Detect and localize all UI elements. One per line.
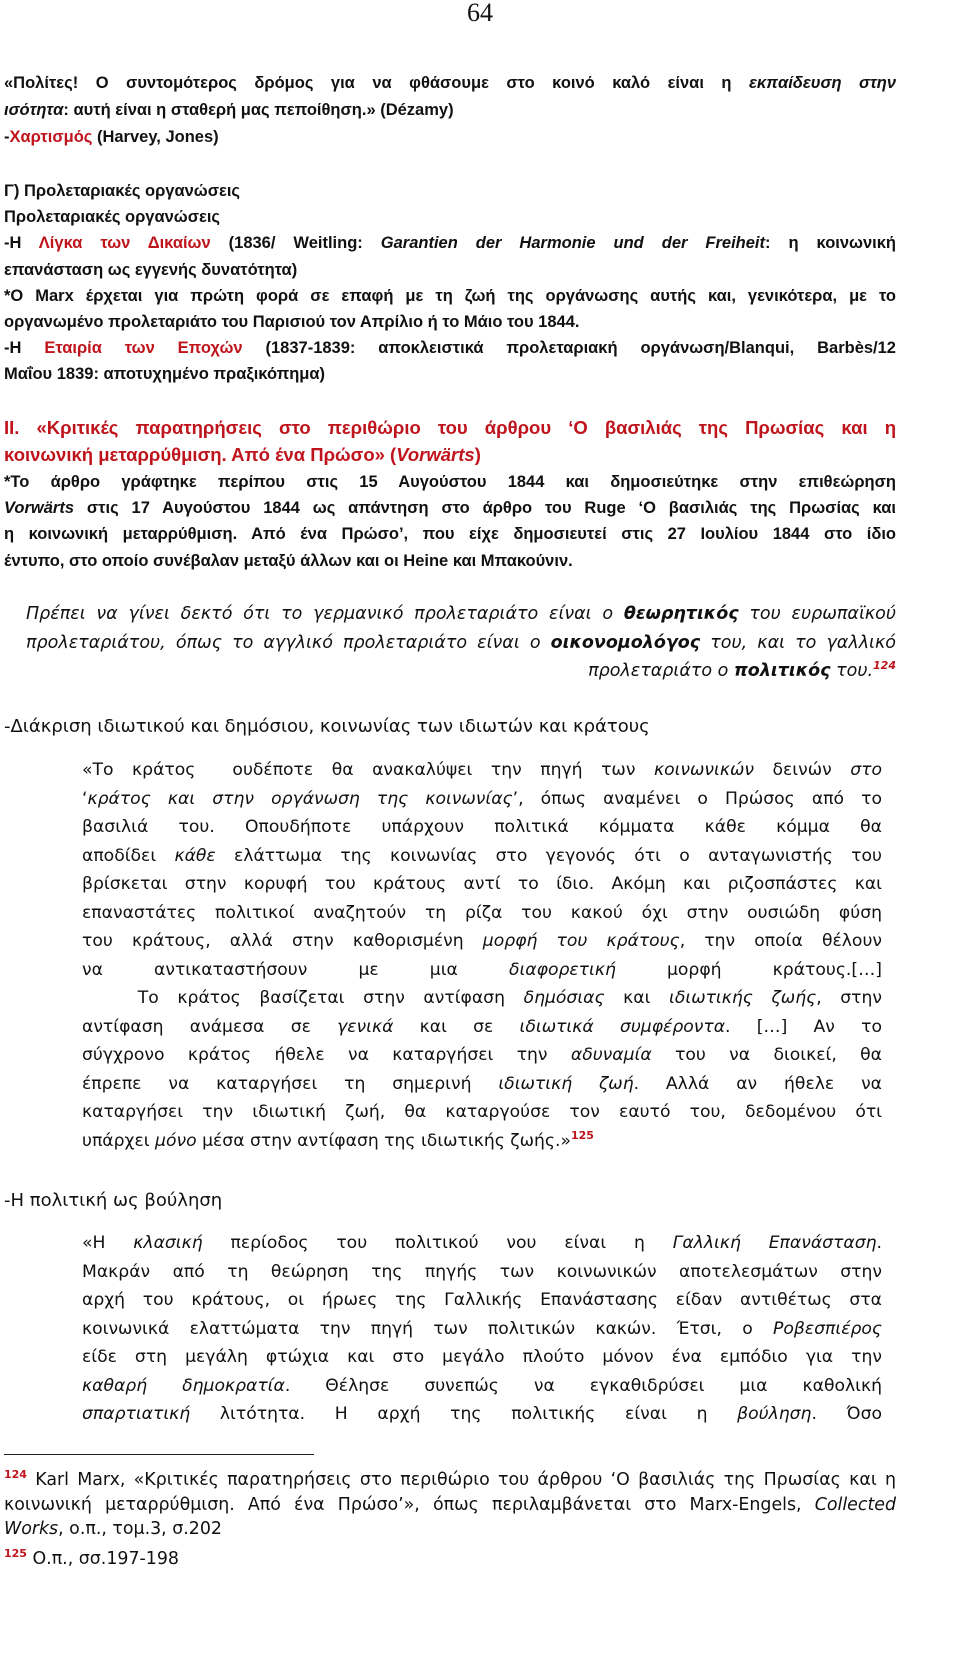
- article-note-4: έντυπο, στο οποίο συνέβαλαν μεταξύ άλλων και οι Heine και Μπακούνιν.: [4, 552, 573, 570]
- text-span: Πρέπει να γίνει δεκτό ότι το γερμανικό προλεταριάτο είναι ο: [26, 604, 624, 624]
- text-span: του να διοικεί, θα: [651, 1045, 882, 1065]
- text-span: «Πολίτες! Ο συντομότερος δρόμος για να φθάσουμε στο κοινό καλό είναι η: [4, 74, 749, 92]
- text-span: ελάττωμα της κοινωνίας στο γεγονός ότι ο ανταγωνιστής του: [215, 845, 882, 866]
- text-span: . Όσο: [811, 1404, 882, 1424]
- text-span: περίοδος του πολιτικού νου είναι η: [202, 1233, 673, 1253]
- distinction-heading: -Διάκριση ιδιωτικού και δημόσιου, κοινωνίας των ιδιωτών και κράτους: [4, 716, 650, 737]
- chartism-line: [4, 128, 219, 147]
- quote-line: [82, 1400, 882, 1429]
- italic-span: Garantien der Harmonie und der Freiheit: [380, 234, 765, 252]
- text-span: κοινωνικά ελαττώματα την πηγή των πολιτικών κακών. Έτσι, ο: [82, 1318, 773, 1339]
- text-span: .: [876, 1233, 882, 1253]
- quote-line: [82, 956, 882, 985]
- text-span: (1837-1839: αποκλειστικά προλεταριακή οργάνωση/Blanqui, Barbès/12: [242, 339, 896, 357]
- text-span: αποδίδει: [82, 845, 175, 866]
- italic-span: εκπαίδευση στην: [749, 74, 896, 92]
- text-span: να αντικαταστήσουν με μια: [82, 959, 509, 980]
- text-span: δεινών: [753, 760, 851, 780]
- footnote-number: 125: [4, 1546, 27, 1560]
- text-span: μέσα στην αντίφαση της ιδιωτικής ζωής.»: [196, 1130, 571, 1151]
- bold-term: πολιτικός: [733, 661, 831, 681]
- text-span: του κράτους, αλλά στην καθορισμένη: [82, 931, 483, 951]
- italic-span: δημόσιας: [523, 988, 605, 1008]
- quote-line: [82, 1258, 882, 1287]
- quote-line-dezamy-1: [4, 74, 896, 93]
- text-span: ‘: [82, 788, 88, 809]
- text-span: «Η: [82, 1233, 134, 1253]
- epigraph-line-2: [26, 633, 896, 653]
- text-span: προλεταριάτο ο: [588, 661, 734, 681]
- quote-line: [82, 785, 882, 814]
- society-line-1: [4, 339, 896, 358]
- text-span: επαναστάτες πολιτικοί αναζητούν τη ρίζα του κακού όχι στην ουσιώδη φύση: [82, 902, 882, 923]
- section-ii-title-2: [4, 444, 481, 466]
- footnote-number: 124: [4, 1468, 27, 1481]
- italic-span: διαφορετική: [508, 959, 616, 980]
- text-span: -: [4, 128, 10, 146]
- text-span: : αυτή είναι η σταθερή μας πεποίθηση.» (Dézamy): [63, 101, 454, 119]
- text-span: προλεταριάτου, όπως το αγγλικό προλεταριάτο είναι ο: [26, 633, 551, 653]
- epigraph-line-1: [26, 604, 896, 624]
- bold-term: θεωρητικός: [623, 604, 739, 624]
- text-span: ’, όπως αναμένει ο Πρώσος από το: [512, 788, 882, 809]
- article-note-3: [4, 525, 896, 544]
- article-note-2: [4, 499, 896, 518]
- italic-span: Vorwärts: [396, 444, 475, 465]
- text-span: ΙΙ. «Κριτικές παρατηρήσεις στο περιθώριο του άρθρου ‘Ο βασιλιάς της Πρωσίας και η: [4, 417, 896, 438]
- footnote-124: [4, 1463, 896, 1571]
- italic-span: στο: [850, 760, 882, 780]
- section-subheading: Προλεταριακές οργανώσεις: [4, 208, 221, 226]
- league-line-2: επανάσταση ως εγγενής δυνατότητα): [4, 261, 298, 279]
- italic-span: Works: [4, 1519, 59, 1539]
- quote-line: [82, 1229, 882, 1258]
- section-heading-g: Γ) Προλεταριακές οργανώσεις: [4, 182, 241, 200]
- text-span: , την οποία θέλουν: [679, 931, 882, 951]
- text-span: . Αλλά αν ήθελε να: [633, 1073, 882, 1094]
- italic-span: βούληση: [737, 1404, 812, 1424]
- text-span: κοινωνική μεταρρύθμιση. Από ένα Πρώσο’», όπως περιλαμβάνεται στο Marx-Engels,: [4, 1494, 815, 1515]
- text-span: λιτότητα. Η αρχή της πολιτικής είναι η: [190, 1404, 738, 1424]
- quote-line: [82, 1013, 882, 1042]
- block-quote-1: [82, 756, 882, 1155]
- italic-span: κάθε: [174, 845, 216, 866]
- text-span: βασιλιά του. Οπουδήποτε υπάρχουν πολιτικά κόμματα κάθε κόμμα θα: [82, 817, 882, 837]
- text-span: Το κράτος βασίζεται στην αντίφαση: [82, 988, 524, 1008]
- text-span: «Το κράτος ουδέποτε θα ανακαλύψει την πηγή των: [82, 760, 654, 780]
- text-span: *Ο Marx έρχεται για πρώτη φορά σε επαφή με τη ζωή της οργάνωσης αυτής και, γενικότερα, με το: [4, 287, 896, 305]
- quote-line: [82, 813, 882, 842]
- text-span: μορφή κράτους.[…]: [615, 959, 882, 980]
- text-span: *Το άρθρο γράφτηκε περίπου στις 15 Αυγούστου 1844 και δημοσιεύτηκε στην επιθεώρηση: [4, 473, 896, 491]
- text-span: έπρεπε να καταργήσει τη σημερινή: [82, 1073, 499, 1094]
- block-quote-2: [82, 1229, 882, 1429]
- quote-line: [82, 984, 882, 1013]
- italic-span: μορφή του κράτους: [482, 931, 680, 951]
- quote-line: [82, 1286, 882, 1315]
- politics-heading: -Η πολιτική ως βούληση: [4, 1190, 223, 1211]
- text-span: κοινωνική μεταρρύθμιση. Από ένα Πρώσο» (: [4, 444, 397, 465]
- footnote-ref-124[interactable]: 124: [873, 659, 896, 672]
- text-span: . Θέλησε συνεπώς να εγκαθιδρύσει μια καθολική: [284, 1375, 882, 1396]
- text-span: αντίφαση ανάμεσα σε: [82, 1016, 338, 1037]
- text-span: του ευρωπαϊκού: [738, 604, 897, 624]
- text-span: αρχή του κράτους, οι ήρωες της Γαλλικής Επανάστασης είδαν αντιθέτως στα: [82, 1290, 882, 1310]
- quote-line: [82, 1315, 882, 1344]
- footnote-ref-125[interactable]: 125: [570, 1128, 594, 1142]
- text-span: του, και το γαλλικό: [700, 633, 896, 653]
- italic-span: Γαλλική Επανάσταση: [672, 1233, 877, 1253]
- italic-span: σπαρτιατική: [82, 1404, 191, 1424]
- society-line-2: Μαΐου 1839: αποτυχημένο πραξικόπημα): [4, 365, 326, 383]
- text-span: Ο.π., σσ.197-198: [26, 1548, 180, 1569]
- text-span: σύγχρονο κράτος ήθελε να καταργήσει την: [82, 1045, 571, 1065]
- text-span: -Η: [4, 234, 39, 252]
- text-span: , ο.π., τομ.3, σ.202: [58, 1519, 222, 1539]
- red-term: Λίγκα των Δικαίων: [38, 234, 211, 252]
- italic-span: κοινωνικών: [653, 760, 754, 780]
- text-span: , στην: [816, 988, 882, 1008]
- italic-span: αδυναμία: [570, 1045, 652, 1065]
- quote-line-dezamy-2: [4, 101, 454, 120]
- text-span: ): [474, 444, 481, 465]
- text-span: είδε στη μεγάλη φτώχια και στο μεγάλο πλούτο μόνον ένα εμπόδιο για την: [82, 1347, 882, 1367]
- quote-line: [82, 870, 882, 899]
- text-span: (1836/ Weitling:: [210, 234, 381, 252]
- bold-term: οικονομολόγος: [550, 633, 701, 653]
- text-span: (Harvey, Jones): [92, 128, 219, 146]
- italic-span: γενικά: [337, 1016, 394, 1037]
- text-span: και σε: [393, 1016, 520, 1037]
- quote-line: [82, 927, 882, 956]
- text-span: υπάρχει: [82, 1130, 156, 1151]
- page-number: 64: [467, 0, 493, 27]
- italic-span: ισότητα: [4, 101, 64, 119]
- italic-span: μόνο: [155, 1130, 197, 1151]
- italic-span: Collected: [814, 1494, 896, 1515]
- marx-line-2: οργανωμένο προλεταριάτο του Παρισιού τον Απρίλιο ή το Μάιο του 1844.: [4, 313, 580, 331]
- text-span: η κοινωνική μεταρρύθμιση. Από ένα Πρώσο’, που είχε δημοσιευτεί στις 27 Ιουλίου 1844 στο ίδιο: [4, 525, 896, 543]
- italic-span: κλασική: [133, 1233, 203, 1253]
- league-line-1: [4, 234, 896, 253]
- text-span: : η κοινωνική: [765, 234, 897, 252]
- text-span: καταργήσει την ιδιωτική ζωή, θα καταργούσε τον εαυτό του, δεδομένου ότι: [82, 1102, 882, 1122]
- red-term: Χαρτισμός: [9, 128, 93, 146]
- text-span: και: [604, 988, 670, 1008]
- epigraph-line-3: [588, 661, 896, 681]
- text-span: βρίσκεται στην κορυφή του κράτους αντί το ίδιο. Ακόμη και ριζοσπάστες και: [82, 874, 882, 894]
- article-note-1: [4, 473, 896, 492]
- quote-line: [82, 1127, 882, 1156]
- quote-line: [82, 1098, 882, 1127]
- quote-line: [82, 1372, 882, 1401]
- text-span: Karl Marx, «Κριτικές παρατηρήσεις στο περιθώριο του άρθρου ‘Ο βασιλιάς της Πρωσίας και η: [35, 1470, 896, 1490]
- quote-line: [82, 1070, 882, 1099]
- text-span: -Η: [4, 339, 45, 357]
- italic-span: Vorwärts: [4, 499, 74, 517]
- italic-span: κράτος και στην οργάνωση της κοινωνίας: [87, 788, 513, 809]
- quote-line: [82, 756, 882, 785]
- italic-span: Ροβεσπιέρος: [773, 1318, 882, 1339]
- text-span: Μακράν από τη θεώρηση της πηγής των κοινωνικών αποτελεσμάτων στην: [82, 1261, 882, 1282]
- footnote-rule: [4, 1454, 314, 1455]
- quote-line: [82, 1343, 882, 1372]
- quote-line: [82, 842, 882, 871]
- italic-span: ιδιωτικής ζωής: [669, 988, 817, 1008]
- quote-line: [82, 1041, 882, 1070]
- section-ii-title-1: [4, 417, 896, 439]
- quote-line: [82, 899, 882, 928]
- italic-span: ιδιωτική ζωή: [498, 1073, 634, 1094]
- italic-span: καθαρή δημοκρατία: [82, 1375, 285, 1396]
- italic-span: ιδιωτικά συμφέροντα: [519, 1016, 726, 1037]
- marx-line-1: [4, 287, 896, 306]
- text-span: στις 17 Αυγούστου 1844 ως απάντηση στο άρθρο του Ruge ‘Ο βασιλιάς της Πρωσίας και: [74, 499, 896, 517]
- red-term: Εταιρία των Εποχών: [44, 339, 243, 357]
- text-span: του.: [830, 661, 874, 681]
- text-span: . […] Αν το: [725, 1016, 882, 1037]
